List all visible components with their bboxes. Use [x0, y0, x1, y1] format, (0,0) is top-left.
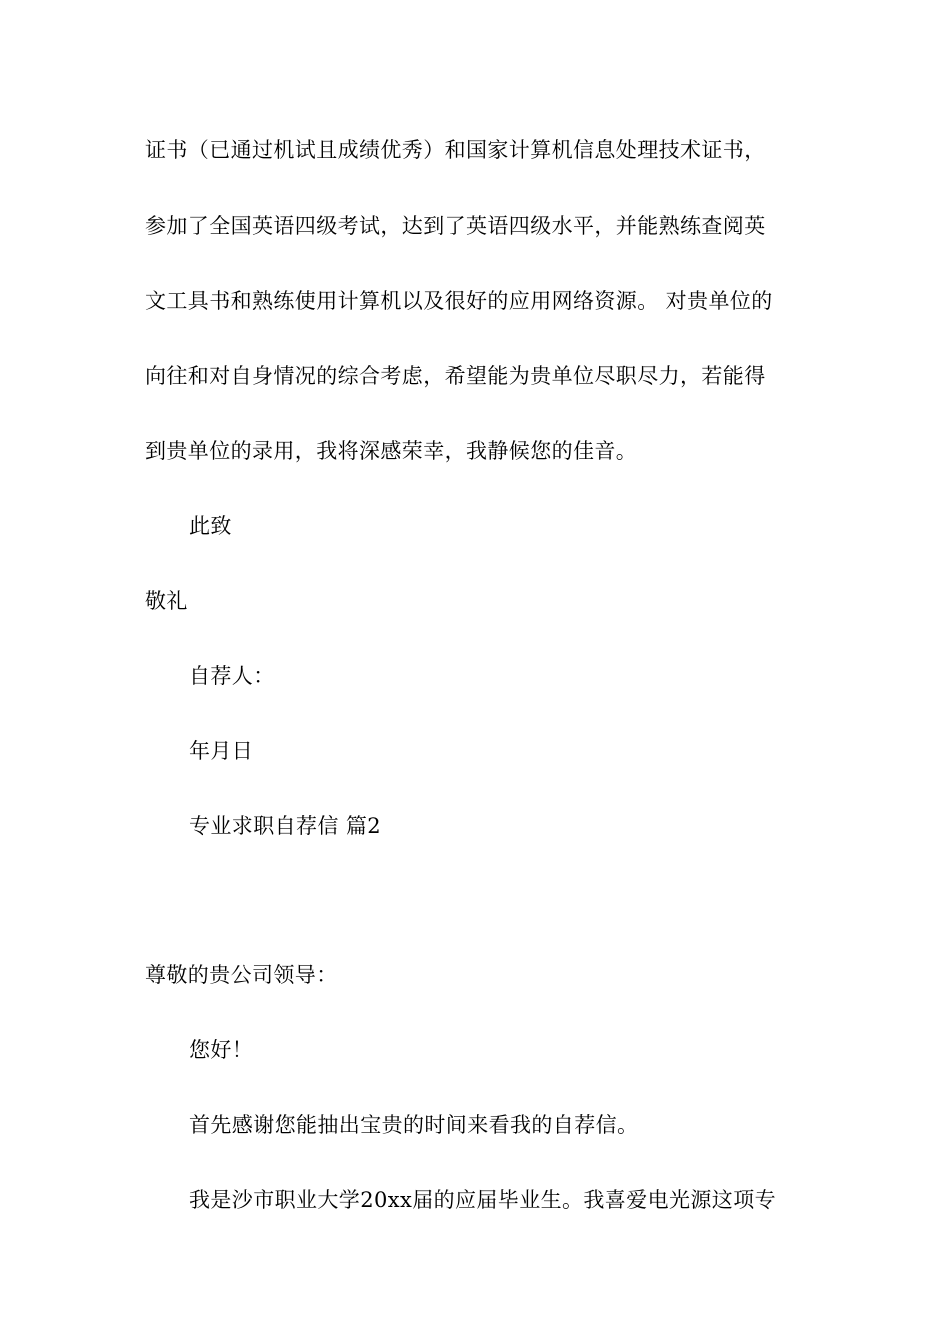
hello-line: 您好！	[189, 1038, 254, 1062]
paragraph-line-3: 文工具书和熟练使用计算机以及很好的应用网络资源。 对贵单位的	[145, 289, 773, 313]
paragraph-line-intro: 我是沙市职业大学20xx届的应届毕业生。我喜爱电光源这项专	[189, 1188, 777, 1212]
closing-phrase: 此致	[189, 514, 232, 538]
date-label: 年月日	[189, 739, 254, 763]
paragraph-line-5: 到贵单位的录用，我将深感荣幸，我静候您的佳音。	[145, 439, 638, 463]
paragraph-line-4: 向往和对自身情况的综合考虑，希望能为贵单位尽职尽力，若能得	[145, 364, 766, 388]
letter-greeting: 尊敬的贵公司领导：	[145, 963, 338, 987]
paragraph-line-2: 参加了全国英语四级考试，达到了英语四级水平，并能熟练查阅英	[145, 214, 766, 238]
paragraph-line-thanks: 首先感谢您能抽出宝贵的时间来看我的自荐信。	[189, 1113, 639, 1137]
section-heading: 专业求职自荐信 篇2	[189, 814, 382, 838]
salutation-closing: 敬礼	[145, 589, 188, 613]
paragraph-line-1: 证书（已通过机试且成绩优秀）和国家计算机信息处理技术证书，	[145, 138, 766, 162]
signature-label: 自荐人：	[189, 664, 275, 688]
